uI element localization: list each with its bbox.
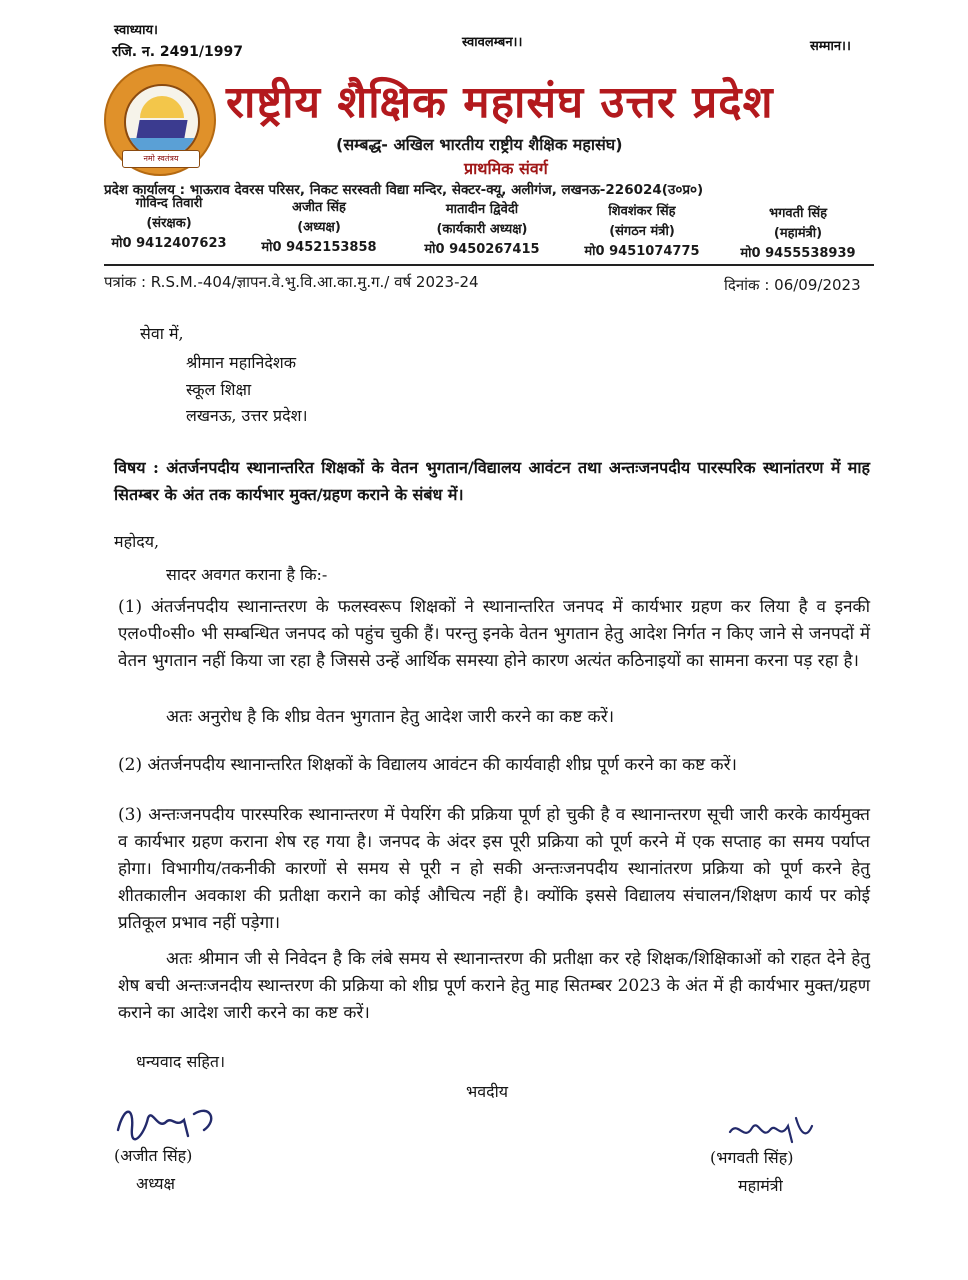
official-name: भगवती सिंह — [768, 206, 828, 221]
office-address: प्रदेश कार्यालय : भाऊराव देवरस परिसर, निकट सरस्वती विद्या मन्दिर, सेक्टर-क्यू, अलीगंज, लखनऊ-226024(उ०प्र०) — [104, 182, 704, 198]
signatory-name-right: (भगवती सिंह) — [710, 1148, 794, 1167]
official-president — [254, 198, 384, 258]
salutation: महोदय, — [114, 532, 160, 551]
addressee-line: लखनऊ, उत्तर प्रदेश। — [186, 406, 308, 425]
official-name: शिवशंकर सिंह — [608, 204, 676, 219]
header-divider — [104, 264, 874, 266]
thanks-line: धन्यवाद सहित। — [136, 1052, 226, 1071]
official-role: (संगठन मंत्री) — [609, 224, 675, 239]
official-name: अजीत सिंह — [292, 200, 346, 215]
reference-number: पत्रांक : R.S.M.-404/ज्ञापन.वे.भु.वि.आ.का.मु.ग./ वर्ष 2023-24 — [104, 273, 479, 291]
affiliation: (सम्बद्ध- अखिल भारतीय राष्ट्रीय शैक्षिक महासंघ) — [336, 135, 623, 154]
letter-subject: विषय : अंतर्जनपदीय स्थानान्तरित शिक्षकों के वेतन भुगतान/विद्यालय आवंटन तथा अन्तःजनपदीय पारस्परिक स्थानांतरण में माह सितम्बर के अंत तक कार्यभार मुक्त/ग्रहण कराने के संबंध में। — [114, 458, 870, 504]
official-phone: मो0 9452153858 — [261, 240, 377, 255]
point-3-request: अतः श्रीमान जी से निवेदन है कि लंबे समय से स्थानान्तरण की प्रतीक्षा कर रहे शिक्षक/शिक्षिकाओं को राहत देने हेतु शेष बची अन्तःजनदीय स्थान्तरण की प्रक्रिया को शीघ्र पूर्ण कराने हेतु माह सितम्बर 2023 के अंत में ही कार्यभार मुक्त/ग्रहण कराने का आदेश जारी करने का कष्ट करें। — [118, 949, 870, 1023]
official-role: (अध्यक्ष) — [297, 220, 341, 235]
official-name: मातादीन द्विवेदी — [445, 202, 519, 217]
registration-number: रजि. न. 2491/1997 — [112, 44, 243, 60]
official-role: (महामंत्री) — [773, 226, 823, 241]
motto-swavalamban: स्वावलम्बन।। — [462, 35, 523, 50]
addressee-line: स्कूल शिक्षा — [186, 380, 252, 399]
official-phone: मो0 9451074775 — [584, 244, 700, 259]
official-general-secretary — [728, 204, 868, 264]
signatory-designation-left: अध्यक्ष — [136, 1174, 175, 1193]
official-role: (संरक्षक) — [146, 216, 192, 231]
official-name: गोविन्द तिवारी — [135, 196, 203, 211]
point-2: (2) अंतर्जनपदीय स्थानान्तरित शिक्षकों के विद्यालय आवंटन की कार्यवाही शीघ्र पूर्ण करने का कष्ट करें। — [118, 755, 737, 775]
signatory-designation-right: महामंत्री — [738, 1176, 783, 1195]
motto-swadhyay: स्वाध्याय। — [114, 23, 158, 38]
addressee-line: सेवा में, — [140, 324, 184, 343]
closing-line: भवदीय — [466, 1082, 509, 1101]
addressee-line: श्रीमान महानिदेशक — [186, 353, 297, 372]
logo-motto: नमो स्वतंत्रय — [122, 150, 200, 168]
motto-samman: सम्मान।। — [810, 39, 851, 54]
official-phone: मो0 9455538939 — [740, 246, 856, 261]
signatory-name-left: (अजीत सिंह) — [114, 1146, 193, 1165]
letter-date: दिनांक : 06/09/2023 — [724, 276, 861, 294]
point-1: (1) अंतर्जनपदीय स्थानान्तरण के फलस्वरूप शिक्षकों ने स्थानान्तरित जनपद में कार्यभार ग्रहण कर लिया है व इनकी एल०पी०सी० भी सम्बन्धित जनपद को पहुंच चुकी हैं। परन्तु इनके वेतन भुगतान हेतु आदेश निर्गत न किए जाने से जनपदों में वेतन भुगतान नहीं किया जा रहा है जिससे उन्हें आर्थिक समस्या होने कारण अत्यंत कठिनाइयों का सामना करना पड़ रहा है। — [118, 597, 870, 671]
official-phone: मो0 9412407623 — [111, 236, 227, 251]
official-organization-minister — [572, 202, 712, 262]
official-phone: मो0 9450267415 — [424, 242, 540, 257]
intro-line: सादर अवगत कराना है कि:- — [166, 565, 328, 584]
point-3: (3) अन्तःजनपदीय पारस्परिक स्थानान्तरण में पेयरिंग की प्रक्रिया पूर्ण हो चुकी है व स्थानान्तरण सूची जारी करके कार्यमुक्त व कार्यभार ग्रहण कराना शेष रह गया है। जनपद के अंदर इस पूरी प्रक्रिया को पूर्ण करने में एक सप्ताह का समय पर्याप्त होगा। विभागीय/तकनीकी कारणों से समय से पूरी न हो सकी अन्तःजनपदीय स्थानांतरण प्रक्रिया को पूर्ण करने हेतु शीतकालीन अवकाश की प्रतीक्षा कराने का कोई औचित्य नहीं है। क्योंकि इससे विद्यालय संचालन/शिक्षण कार्य पर कोई प्रतिकूल प्रभाव नहीं पड़ेगा। — [118, 805, 870, 933]
organization-name: राष्ट्रीय शैक्षिक महासंघ उत्तर प्रदेश — [226, 77, 774, 128]
official-working-president — [412, 200, 552, 260]
cadre: प्राथमिक संवर्ग — [464, 159, 548, 178]
logo-emblem — [124, 84, 200, 160]
official-role: (कार्यकारी अध्यक्ष) — [436, 222, 528, 237]
point-1-request: अतः अनुरोध है कि शीघ्र वेतन भुगतान हेतु आदेश जारी करने का कष्ट करें। — [166, 707, 615, 727]
official-patron — [104, 194, 234, 254]
organization-logo — [104, 64, 216, 176]
